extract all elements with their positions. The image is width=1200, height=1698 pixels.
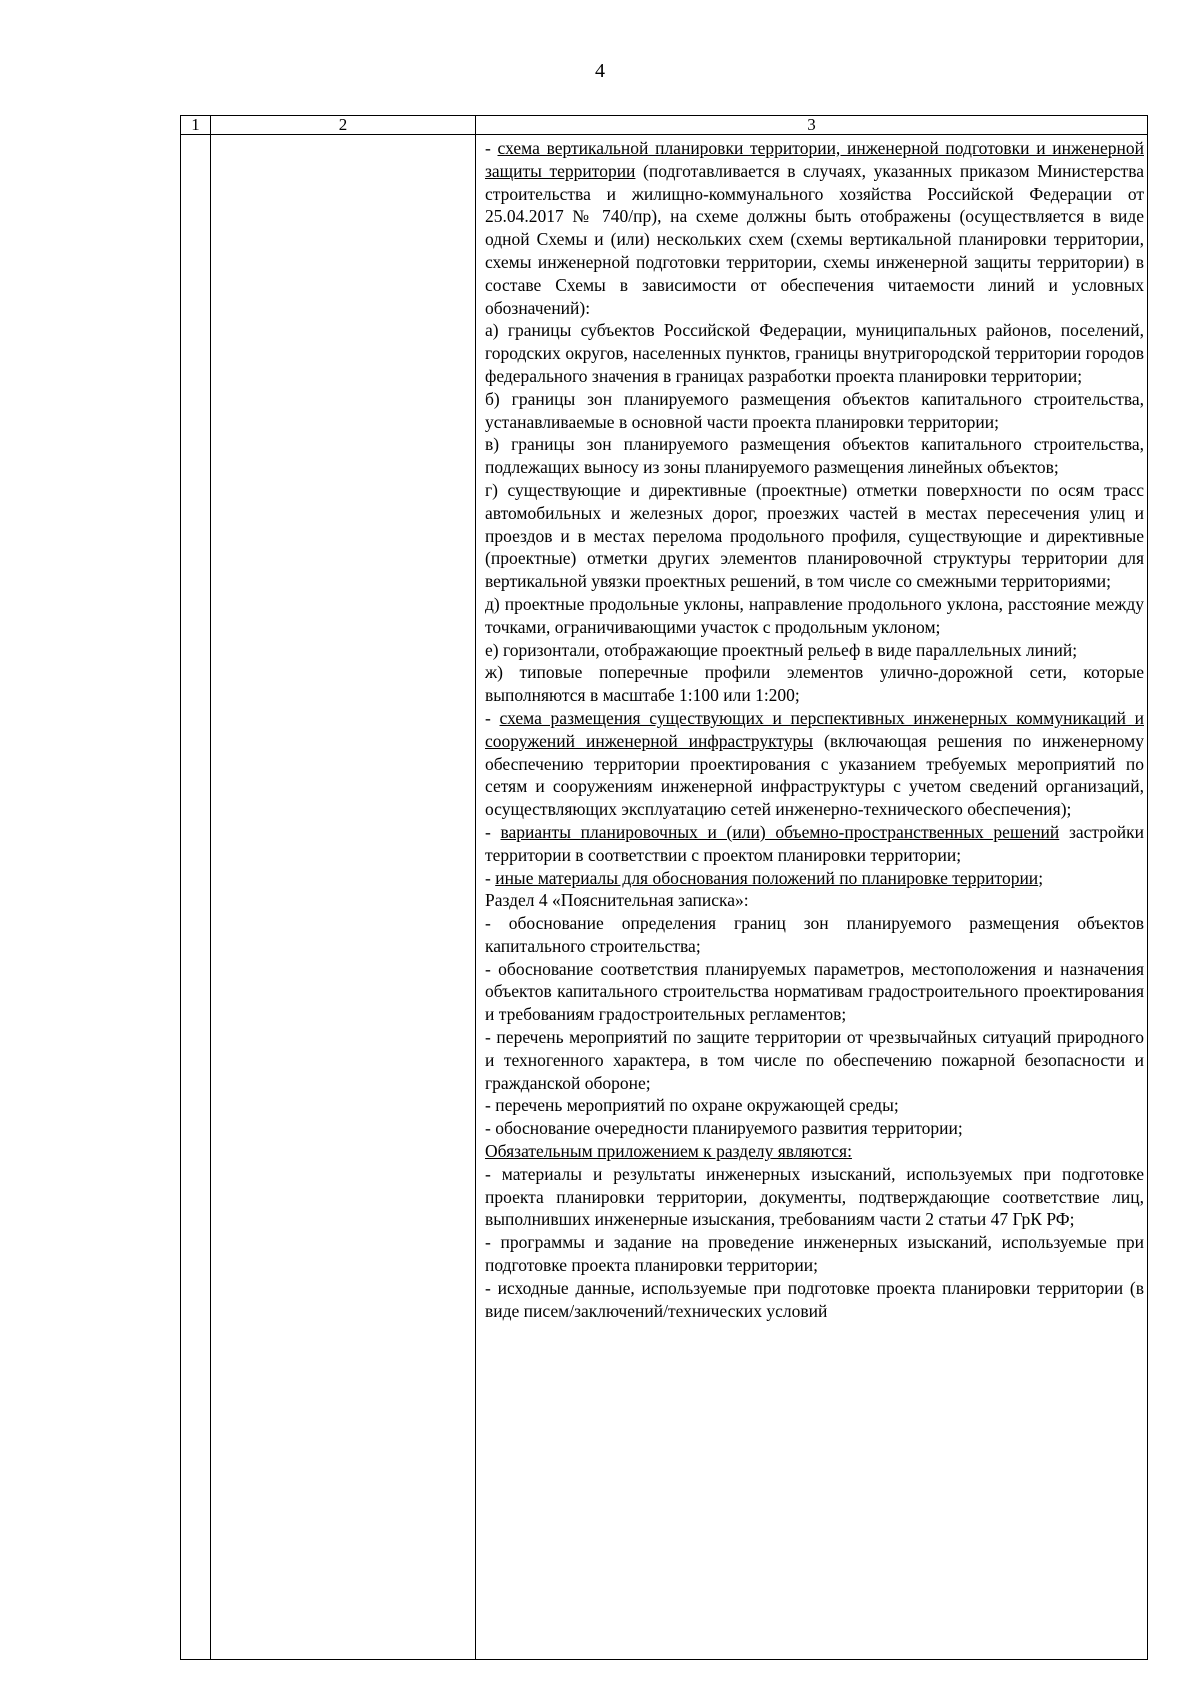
paragraph [485,433,1144,479]
requirements-table [180,115,1148,1660]
text-segment: ; [1038,867,1044,888]
text-segment: (включающая решения по инженерному обеспечению территории проектирования с указанием требуемых мероприятий по сетям и сооружениям инженерной инфраструктуры с учетом сведений организаций, осуществляющих эксплуатацию сетей инженерно-технического обеспечения); [485,730,1144,820]
underlined-text: варианты планировочных и (или) объемно-пространственных решений [500,821,1060,842]
text-segment: застройки территории в соответствии с проектом планировки территории; [485,821,1145,865]
paragraph [485,137,1144,319]
text-segment: е) горизонтали, отображающие проектный рельеф в виде параллельных линий; [485,639,1078,660]
underlined-text: схема вертикальной планировки территории, инженерной подготовки и инженерной защиты территории [485,138,1144,181]
paragraph [485,661,1144,707]
paragraph [485,388,1144,434]
text-segment: - обоснование определения границ зон планируемого размещения объектов капитального строительства; [485,913,1144,956]
text-segment: - материалы и результаты инженерных изысканий, используемых при подготовке проекта планировки территории, документы, подтверждающие соответствие лиц, выполнивших инженерные изыскания, требованиям части 2 статьи 47 ГрК РФ; [485,1163,1144,1230]
paragraph [485,889,1144,912]
text-segment: - перечень мероприятий по защите территории от чрезвычайных ситуаций природного и техногенного характера, в том числе по обеспечению пожарной безопасности и гражданской обороне; [485,1027,1144,1093]
paragraph [485,639,1144,662]
text-segment: - [485,821,501,842]
column-header-2: 2 [211,116,476,135]
paragraph [485,1231,1144,1277]
paragraph [485,479,1144,593]
underlined-text: схема размещения существующих и перспективных инженерных коммуникаций и сооружений инженерной инфраструктуры [485,707,1145,751]
text-segment: - перечень мероприятий по охране окружающей среды; [485,1095,899,1116]
page-number: 4 [595,60,605,82]
paragraph [485,1277,1144,1323]
paragraph [485,867,1144,890]
text-segment: б) границы зон планируемого размещения объектов капитального строительства, устанавливаемые в основной части проекта планировки территории; [485,388,1144,432]
paragraph [485,707,1144,821]
table-row [181,135,1148,1660]
paragraph [485,1117,1144,1140]
underlined-text: иные материалы для обоснования положений по планировке территории [495,867,1039,888]
text-segment: - [485,138,498,158]
paragraph [485,1163,1144,1231]
text-segment: - [485,707,500,728]
column-header-1: 1 [181,116,211,135]
paragraph [485,958,1144,1026]
paragraph [485,319,1144,387]
text-segment: д) проектные продольные уклоны, направление продольного уклона, расстояние между точками, ограничивающими участок с продольным уклоном; [485,593,1144,637]
cell-number [181,135,211,1660]
text-segment: ж) типовые поперечные профили элементов улично-дорожной сети, которые выполняются в масштабе 1:100 или 1:200; [485,662,1144,706]
paragraph [485,1140,1144,1163]
table-header-row [181,116,1148,135]
content-body [485,137,1144,1322]
paragraph [485,1094,1144,1117]
text-segment: - [485,867,496,888]
text-segment: - программы и задание на проведение инженерных изысканий, используемые при подготовке проекта планировки территории; [485,1232,1144,1276]
text-segment: а) границы субъектов Российской Федерации, муниципальных районов, поселений, городских округов, населенных пунктов, границы внутригородской территории городов федерального значения в границах разработки проекта планировки территории; [485,320,1144,386]
cell-name [211,135,476,1660]
text-segment: - исходные данные, используемые при подготовке проекта планировки территории (в виде писем/заключений/технических условий [485,1277,1144,1321]
paragraph [485,912,1144,958]
paragraph [485,593,1144,639]
paragraph [485,1026,1144,1094]
text-segment: - обоснование очередности планируемого развития территории; [485,1118,963,1139]
text-segment: в) границы зон планируемого размещения объектов капитального строительства, подлежащих выносу из зоны планируемого размещения линейных объектов; [485,434,1144,478]
paragraph [485,821,1144,867]
cell-content [476,135,1148,1660]
underlined-text: Обязательным приложением к разделу являются: [485,1141,852,1162]
text-segment: Раздел 4 «Пояснительная записка»: [485,890,749,911]
text-segment: - обоснование соответствия планируемых параметров, местоположения и назначения объектов капитального строительства нормативам градостроительного проектирования и требованиям градостроительных регламентов; [485,958,1144,1025]
column-header-3: 3 [476,116,1148,135]
text-segment: (подготавливается в случаях, указанных приказом Министерства строительства и жилищно-коммунального хозяйства Российской Федерации от 25.04.2017 № 740/пр), на схеме должны быть отображены (осуществляется в виде одной Схемы и (или) нескольких схем (схемы вертикальной планировки территории, схемы инженерной подготовки территории, схемы инженерной защиты территории) в составе Схемы в зависимости от обеспечения читаемости линий и условных обозначений): [485,160,1144,318]
text-segment: г) существующие и директивные (проектные) отметки поверхности по осям трасс автомобильных и железных дорог, проезжих частей в местах пересечения улиц и проездов и в местах перелома продольного профиля, существующие и директивные (проектные) отметки других элементов планировочной структуры территории для вертикальной увязки проектных решений, в том числе со смежными территориями; [485,479,1144,592]
